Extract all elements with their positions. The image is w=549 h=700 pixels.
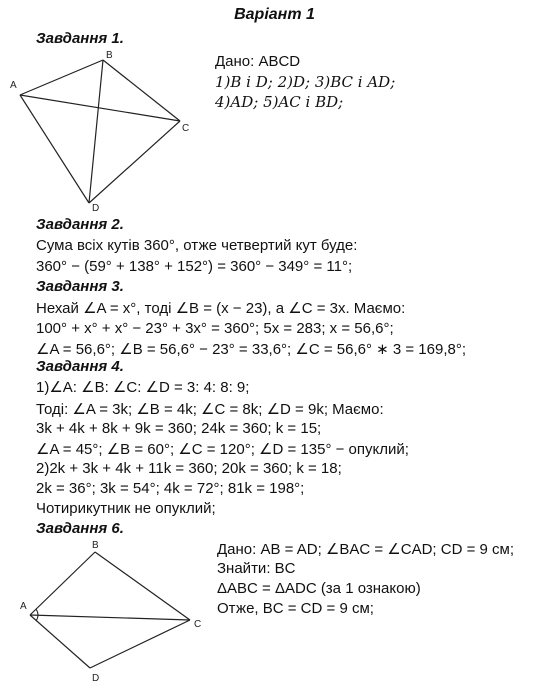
point-label-a: A	[10, 80, 17, 91]
point-label-a: A	[20, 601, 27, 612]
task-3-line-2: 100° + x° + x° − 23° + 3x° = 360°; 5x = 283; x = 56,6°;	[36, 320, 394, 337]
side-bc	[95, 552, 190, 620]
task-3-line-3: ∠A = 56,6°; ∠B = 56,6° − 23° = 33,6°; ∠C = 56,6° ∗ 3 = 169,8°;	[36, 341, 466, 358]
side-ab	[20, 60, 103, 95]
point-label-b: B	[92, 540, 99, 551]
task-1-heading: Завдання 1.	[36, 30, 124, 47]
diagonal-ac	[20, 95, 180, 121]
task-1-given: Дано: ABCD	[215, 53, 301, 70]
task-4-line-6: 2k = 36°; 3k = 54°; 4k = 72°; 81k = 198°;	[36, 480, 305, 497]
task-4-line-5: 2)2k + 3k + 4k + 11k = 360; 20k = 360; k = 18;	[36, 460, 342, 477]
point-label-d: D	[92, 203, 100, 214]
page-title: Варіант 1	[234, 6, 315, 23]
task-1-answer-line-1: 1)B і D; 2)D; 3)BC і AD;	[215, 73, 396, 91]
side-cd	[89, 121, 180, 203]
point-label-d: D	[92, 673, 100, 684]
side-bc	[103, 60, 180, 121]
task-4-line-3: 3k + 4k + 8k + 9k = 360; 24k = 360; k = 15;	[36, 420, 322, 437]
task-2-line-2: 360° − (59° + 138° + 152°) = 360° − 349° = 11°;	[36, 258, 353, 275]
task-1-quadrilateral-figure	[6, 48, 206, 218]
task-4-line-1: 1)∠A: ∠B: ∠C: ∠D = 3: 4: 8: 9;	[36, 379, 250, 396]
point-label-b: B	[106, 50, 113, 61]
task-6-kite-figure	[10, 535, 215, 685]
point-label-c: C	[194, 619, 202, 630]
task-1-answer-line-2: 4)AD; 5)AC і BD;	[215, 93, 344, 111]
task-6-answer: Отже, BC = CD = 9 см;	[217, 600, 374, 617]
task-4-line-7: Чотирикутник не опуклий;	[36, 500, 216, 517]
side-da	[20, 95, 89, 203]
task-3-heading: Завдання 3.	[36, 278, 124, 295]
task-6-given: Дано: AB = AD; ∠BAC = ∠CAD; CD = 9 см;	[217, 541, 514, 558]
task-6-heading: Завдання 6.	[36, 520, 124, 537]
task-2-line-1: Сума всіх кутів 360°, отже четвертий кут буде:	[36, 237, 358, 254]
point-label-c: C	[182, 123, 190, 134]
task-4-line-2: Тоді: ∠A = 3k; ∠B = 4k; ∠C = 8k; ∠D = 9k; Маємо:	[36, 401, 384, 418]
diagonal-ac	[30, 615, 190, 620]
task-2-heading: Завдання 2.	[36, 216, 124, 233]
task-3-line-1: Нехай ∠A = x°, тоді ∠B = (x − 23), а ∠C = 3x. Маємо:	[36, 300, 406, 317]
side-ab	[30, 552, 95, 615]
diagonal-bd	[89, 60, 103, 203]
task-6-congruence: ΔABC = ΔADC (за 1 ознакою)	[217, 580, 421, 597]
task-4-heading: Завдання 4.	[36, 358, 124, 375]
side-da	[30, 615, 90, 668]
task-4-line-4: ∠A = 45°; ∠B = 60°; ∠C = 120°; ∠D = 135° − опуклий;	[36, 441, 409, 458]
side-cd	[90, 620, 190, 668]
task-6-find: Знайти: BC	[217, 560, 296, 577]
